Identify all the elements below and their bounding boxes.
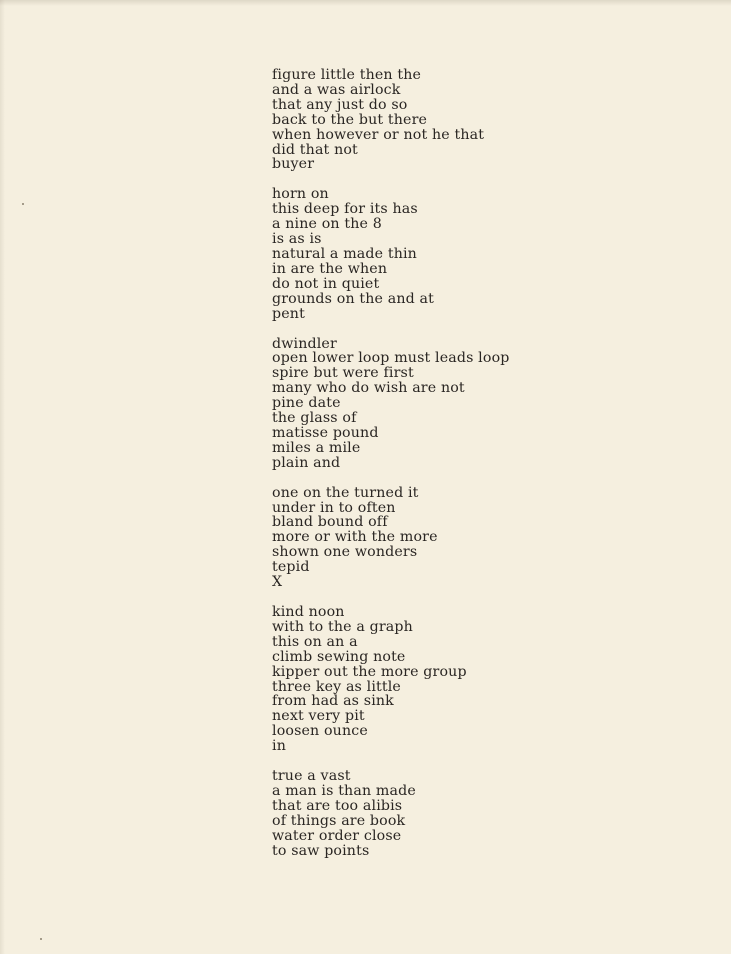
paper-speck xyxy=(40,938,42,940)
poem-stanza xyxy=(272,769,712,858)
poem-line: under in to often xyxy=(272,499,396,516)
poem-stanza xyxy=(272,605,712,754)
poem-line: loosen ounce xyxy=(272,723,368,740)
poem-line: this deep for its has xyxy=(272,201,418,218)
poem-line: that are too alibis xyxy=(272,797,403,814)
poem-line: pent xyxy=(272,305,305,322)
poem-line: do not in quiet xyxy=(272,275,380,292)
poem-stanza xyxy=(272,187,712,321)
poem-line: one on the turned it xyxy=(272,484,419,501)
poem-stanza xyxy=(272,68,712,172)
poem-line: plain and xyxy=(272,454,341,471)
poem-line: shown one wonders xyxy=(272,544,418,561)
poem-line: this on an a xyxy=(272,633,358,650)
poem-line: climb sewing note xyxy=(272,648,406,665)
poem-line: did that not xyxy=(272,141,358,158)
poem-line: a man is than made xyxy=(272,782,416,799)
poem-line: three key as little xyxy=(272,678,401,695)
poem-line: horn on xyxy=(272,186,329,203)
poem-line: next very pit xyxy=(272,708,365,725)
poem-text xyxy=(272,68,712,874)
poem-line: spire but were first xyxy=(272,365,414,382)
poem-line: natural a made thin xyxy=(272,245,417,262)
poem-line: grounds on the and at xyxy=(272,290,434,307)
poem-line: matisse pound xyxy=(272,424,379,441)
poem-line: figure little then the xyxy=(272,67,422,83)
poem-line: buyer xyxy=(272,156,315,173)
poem-line: that any just do so xyxy=(272,96,408,113)
poem-line: a nine on the 8 xyxy=(272,216,382,233)
poem-line: X xyxy=(272,574,283,591)
poem-line: bland bound off xyxy=(272,514,388,531)
page-top-shadow xyxy=(0,0,731,6)
poem-line: miles a mile xyxy=(272,439,361,456)
poem-stanza xyxy=(272,337,712,471)
poem-line: tepid xyxy=(272,559,310,576)
poem-line: with to the a graph xyxy=(272,618,413,635)
poem-line: back to the but there xyxy=(272,111,428,128)
poem-line: many who do wish are not xyxy=(272,380,465,397)
poem-line: true a vast xyxy=(272,768,351,785)
poem-line: from had as sink xyxy=(272,693,394,710)
poem-line: is as is xyxy=(272,231,322,248)
poem-stanza xyxy=(272,486,712,590)
poem-line: kind noon xyxy=(272,604,345,620)
poem-line: water order close xyxy=(272,827,402,844)
poem-line: pine date xyxy=(272,395,341,412)
poem-line: the glass of xyxy=(272,410,357,427)
paper-speck xyxy=(22,203,24,205)
poem-line: and a was airlock xyxy=(272,81,401,98)
poem-line: kipper out the more group xyxy=(272,663,467,680)
poem-line: to saw points xyxy=(272,842,370,859)
poem-line: when however or not he that xyxy=(272,126,485,143)
poem-line: more or with the more xyxy=(272,529,438,546)
poem-line: dwindler xyxy=(272,335,337,352)
poem-line: in are the when xyxy=(272,260,388,277)
poem-line: open lower loop must leads loop xyxy=(272,350,510,367)
page-left-edge xyxy=(0,0,5,954)
poem-line: in xyxy=(272,738,286,755)
poem-line: of things are book xyxy=(272,812,406,829)
